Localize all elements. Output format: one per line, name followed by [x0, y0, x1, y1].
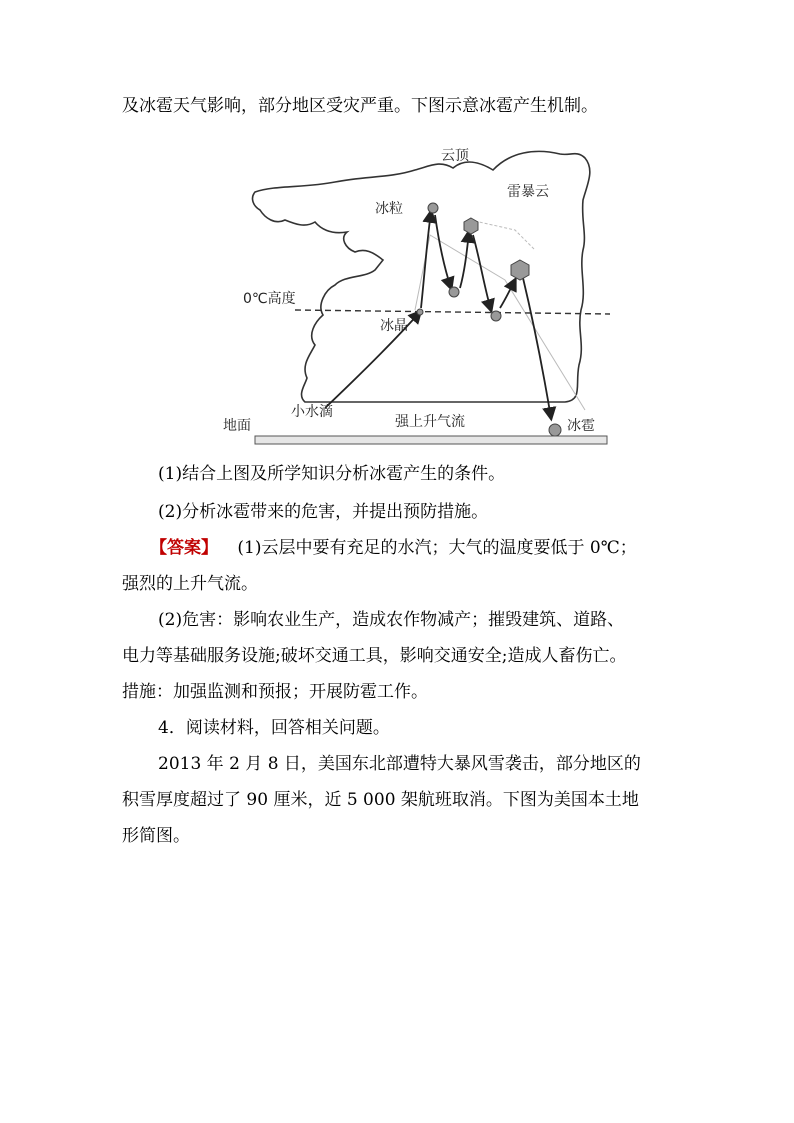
label-thunder-cloud: 雷暴云 — [507, 184, 549, 200]
label-updraft: 强上升气流 — [395, 414, 465, 430]
answer-2-line-2: 电力等基础服务设施;破坏交通工具，影响交通安全;造成人畜伤亡。 — [122, 646, 627, 666]
ice-pellet-hex-2 — [511, 260, 529, 280]
answer-2-line-1: (2)危害：影响农业生产，造成农作物减产；摧毁建筑、道路、 — [158, 610, 625, 630]
answer-tag: 【答案】 — [150, 538, 218, 558]
question-4-line-3: 形简图。 — [122, 826, 190, 846]
question-2: (2)分析冰雹带来的危害，并提出预防措施。 — [158, 502, 489, 522]
answer-1-continued: 强烈的上升气流。 — [122, 574, 258, 594]
question-1: (1)结合上图及所学知识分析冰雹产生的条件。 — [158, 464, 506, 484]
label-zero-height: 0℃高度 — [243, 291, 296, 307]
answer-2-line-3: 措施：加强监测和预报；开展防雹工作。 — [122, 682, 428, 702]
label-ground: 地面 — [223, 418, 251, 434]
ice-pellet-dot — [428, 203, 438, 213]
question-4-line-1: 2013 年 2 月 8 日，美国东北部遭特大暴风雪袭击，部分地区的 — [158, 754, 641, 774]
label-water-droplet: 小水滴 — [291, 404, 333, 420]
ice-pellet-low — [491, 311, 501, 321]
ice-pellet-mid — [449, 287, 459, 297]
answer-1-text: (1)云层中要有充足的水汽；大气的温度要低于 0℃； — [237, 538, 637, 558]
intro-line: 及冰雹天气影响，部分地区受灾严重。下图示意冰雹产生机制。 — [122, 96, 598, 116]
label-cloud-top: 云顶 — [441, 148, 469, 164]
label-ice-crystal: 冰晶 — [380, 318, 408, 334]
hailstone-dot — [549, 424, 561, 436]
ground-bar — [255, 436, 607, 444]
answer-line-1 — [150, 537, 637, 559]
ice-crystal-dot — [417, 309, 423, 315]
label-hail: 冰雹 — [567, 418, 595, 434]
label-ice-pellet: 冰粒 — [375, 201, 403, 217]
ice-pellet-hex-1 — [464, 218, 478, 234]
hail-formation-diagram — [215, 140, 615, 452]
question-4-heading: 4．阅读材料，回答相关问题。 — [158, 718, 390, 738]
question-4-line-2: 积雪厚度超过了 90 厘米，近 5 000 架航班取消。下图为美国本土地 — [122, 790, 639, 810]
